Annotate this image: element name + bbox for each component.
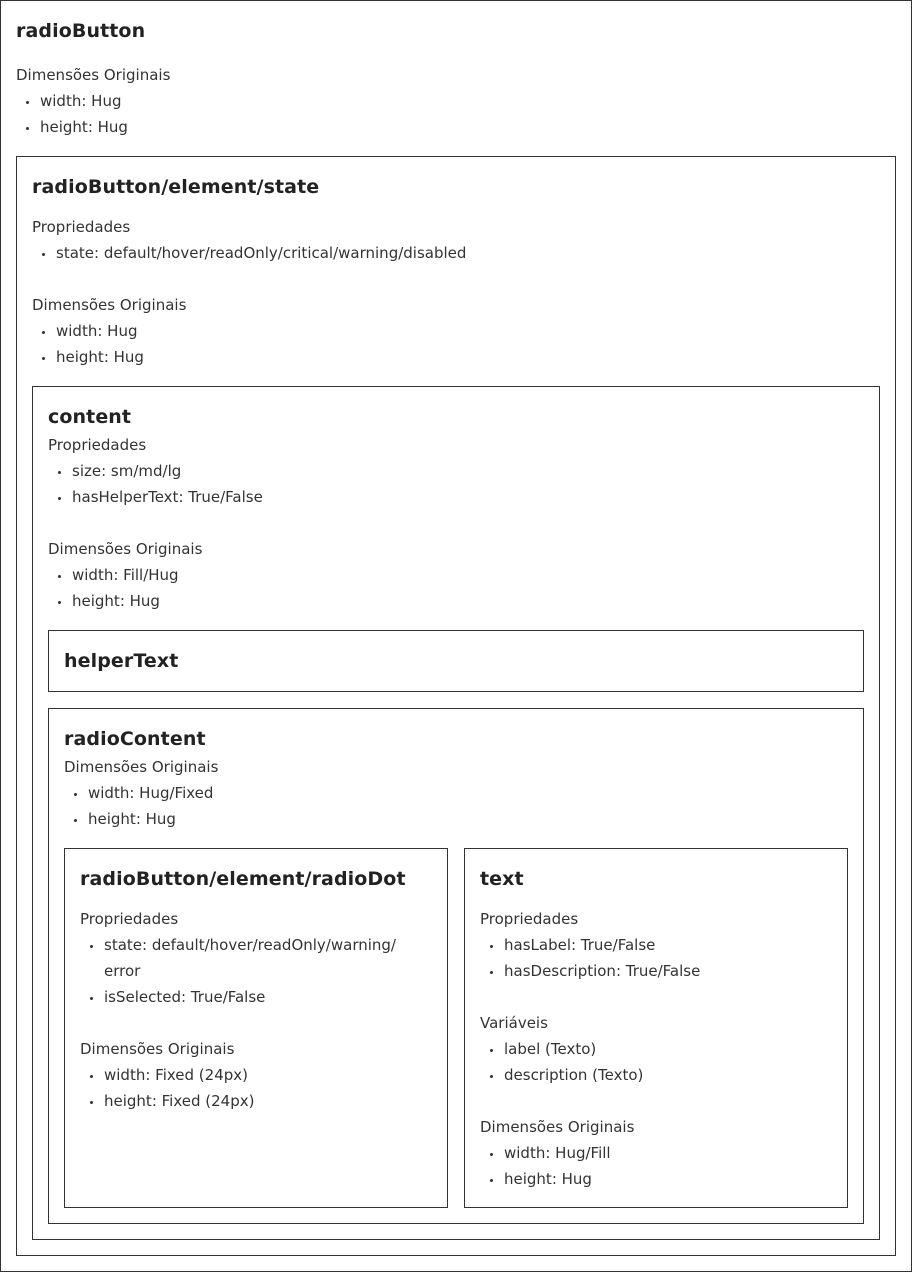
radio-dot-container: [64, 848, 448, 1208]
bullet: [490, 971, 493, 974]
bullet: [90, 1101, 93, 1104]
bullet: [490, 1179, 493, 1182]
state-dimension-height: height: Hug: [56, 348, 144, 366]
text-dimension-height: height: Hug: [504, 1170, 592, 1188]
bullet: [42, 357, 45, 360]
bullet: [90, 997, 93, 1000]
helper-text-title: helperText: [64, 650, 179, 672]
content-prop-has-helper-text: hasHelperText: True/False: [72, 488, 263, 506]
radio-dot-dimension-height: height: Fixed (24px): [104, 1092, 255, 1110]
content-props-heading: Propriedades: [48, 436, 147, 454]
text-prop-has-description: hasDescription: True/False: [504, 962, 701, 980]
content-dimensions-heading: Dimensões Originais: [48, 540, 203, 558]
radio-button-title: radioButton: [16, 20, 146, 42]
radio-content-title: radioContent: [64, 728, 206, 750]
radio-button-dimension-width: width: Hug: [40, 92, 122, 110]
text-props-heading: Propriedades: [480, 910, 579, 928]
state-props-heading: Propriedades: [32, 218, 131, 236]
bullet: [490, 945, 493, 948]
state-title: radioButton/element/state: [32, 176, 320, 198]
content-dimension-height: height: Hug: [72, 592, 160, 610]
content-dimension-width: width: Fill/Hug: [72, 566, 179, 584]
radio-dot-prop-state-continued: error: [104, 962, 141, 980]
bullet: [58, 575, 61, 578]
radio-dot-title: radioButton/element/radioDot: [80, 868, 406, 890]
bullet: [90, 1075, 93, 1078]
radio-dot-props-heading: Propriedades: [80, 910, 179, 928]
bullet: [490, 1049, 493, 1052]
bullet: [90, 945, 93, 948]
bullet: [490, 1153, 493, 1156]
text-vars-heading: Variáveis: [480, 1014, 548, 1032]
content-title: content: [48, 406, 132, 428]
text-dimensions-heading: Dimensões Originais: [480, 1118, 635, 1136]
radio-content-dimensions-heading: Dimensões Originais: [64, 758, 219, 776]
bullet: [74, 819, 77, 822]
state-dimensions-heading: Dimensões Originais: [32, 296, 187, 314]
bullet: [42, 331, 45, 334]
bullet: [74, 793, 77, 796]
radio-dot-dimension-width: width: Fixed (24px): [104, 1066, 248, 1084]
bullet: [58, 497, 61, 500]
bullet: [58, 471, 61, 474]
text-dimension-width: width: Hug/Fill: [504, 1144, 611, 1162]
state-prop-state: state: default/hover/readOnly/critical/warning/disabled: [56, 244, 467, 262]
radio-content-dimension-height: height: Hug: [88, 810, 176, 828]
radio-button-dimensions-heading: Dimensões Originais: [16, 66, 171, 84]
bullet: [58, 601, 61, 604]
radio-content-dimension-width: width: Hug/Fixed: [88, 784, 214, 802]
text-title: text: [480, 868, 524, 890]
text-prop-has-label: hasLabel: True/False: [504, 936, 656, 954]
radio-dot-prop-state: state: default/hover/readOnly/warning/: [104, 936, 396, 954]
bullet: [490, 1075, 493, 1078]
radio-button-dimension-height: height: Hug: [40, 118, 128, 136]
radio-dot-dimensions-heading: Dimensões Originais: [80, 1040, 235, 1058]
bullet: [26, 101, 29, 104]
bullet: [42, 253, 45, 256]
content-prop-size: size: sm/md/lg: [72, 462, 182, 480]
text-var-description: description (Texto): [504, 1066, 644, 1084]
state-dimension-width: width: Hug: [56, 322, 138, 340]
radio-dot-prop-is-selected: isSelected: True/False: [104, 988, 266, 1006]
bullet: [26, 127, 29, 130]
text-var-label: label (Texto): [504, 1040, 597, 1058]
